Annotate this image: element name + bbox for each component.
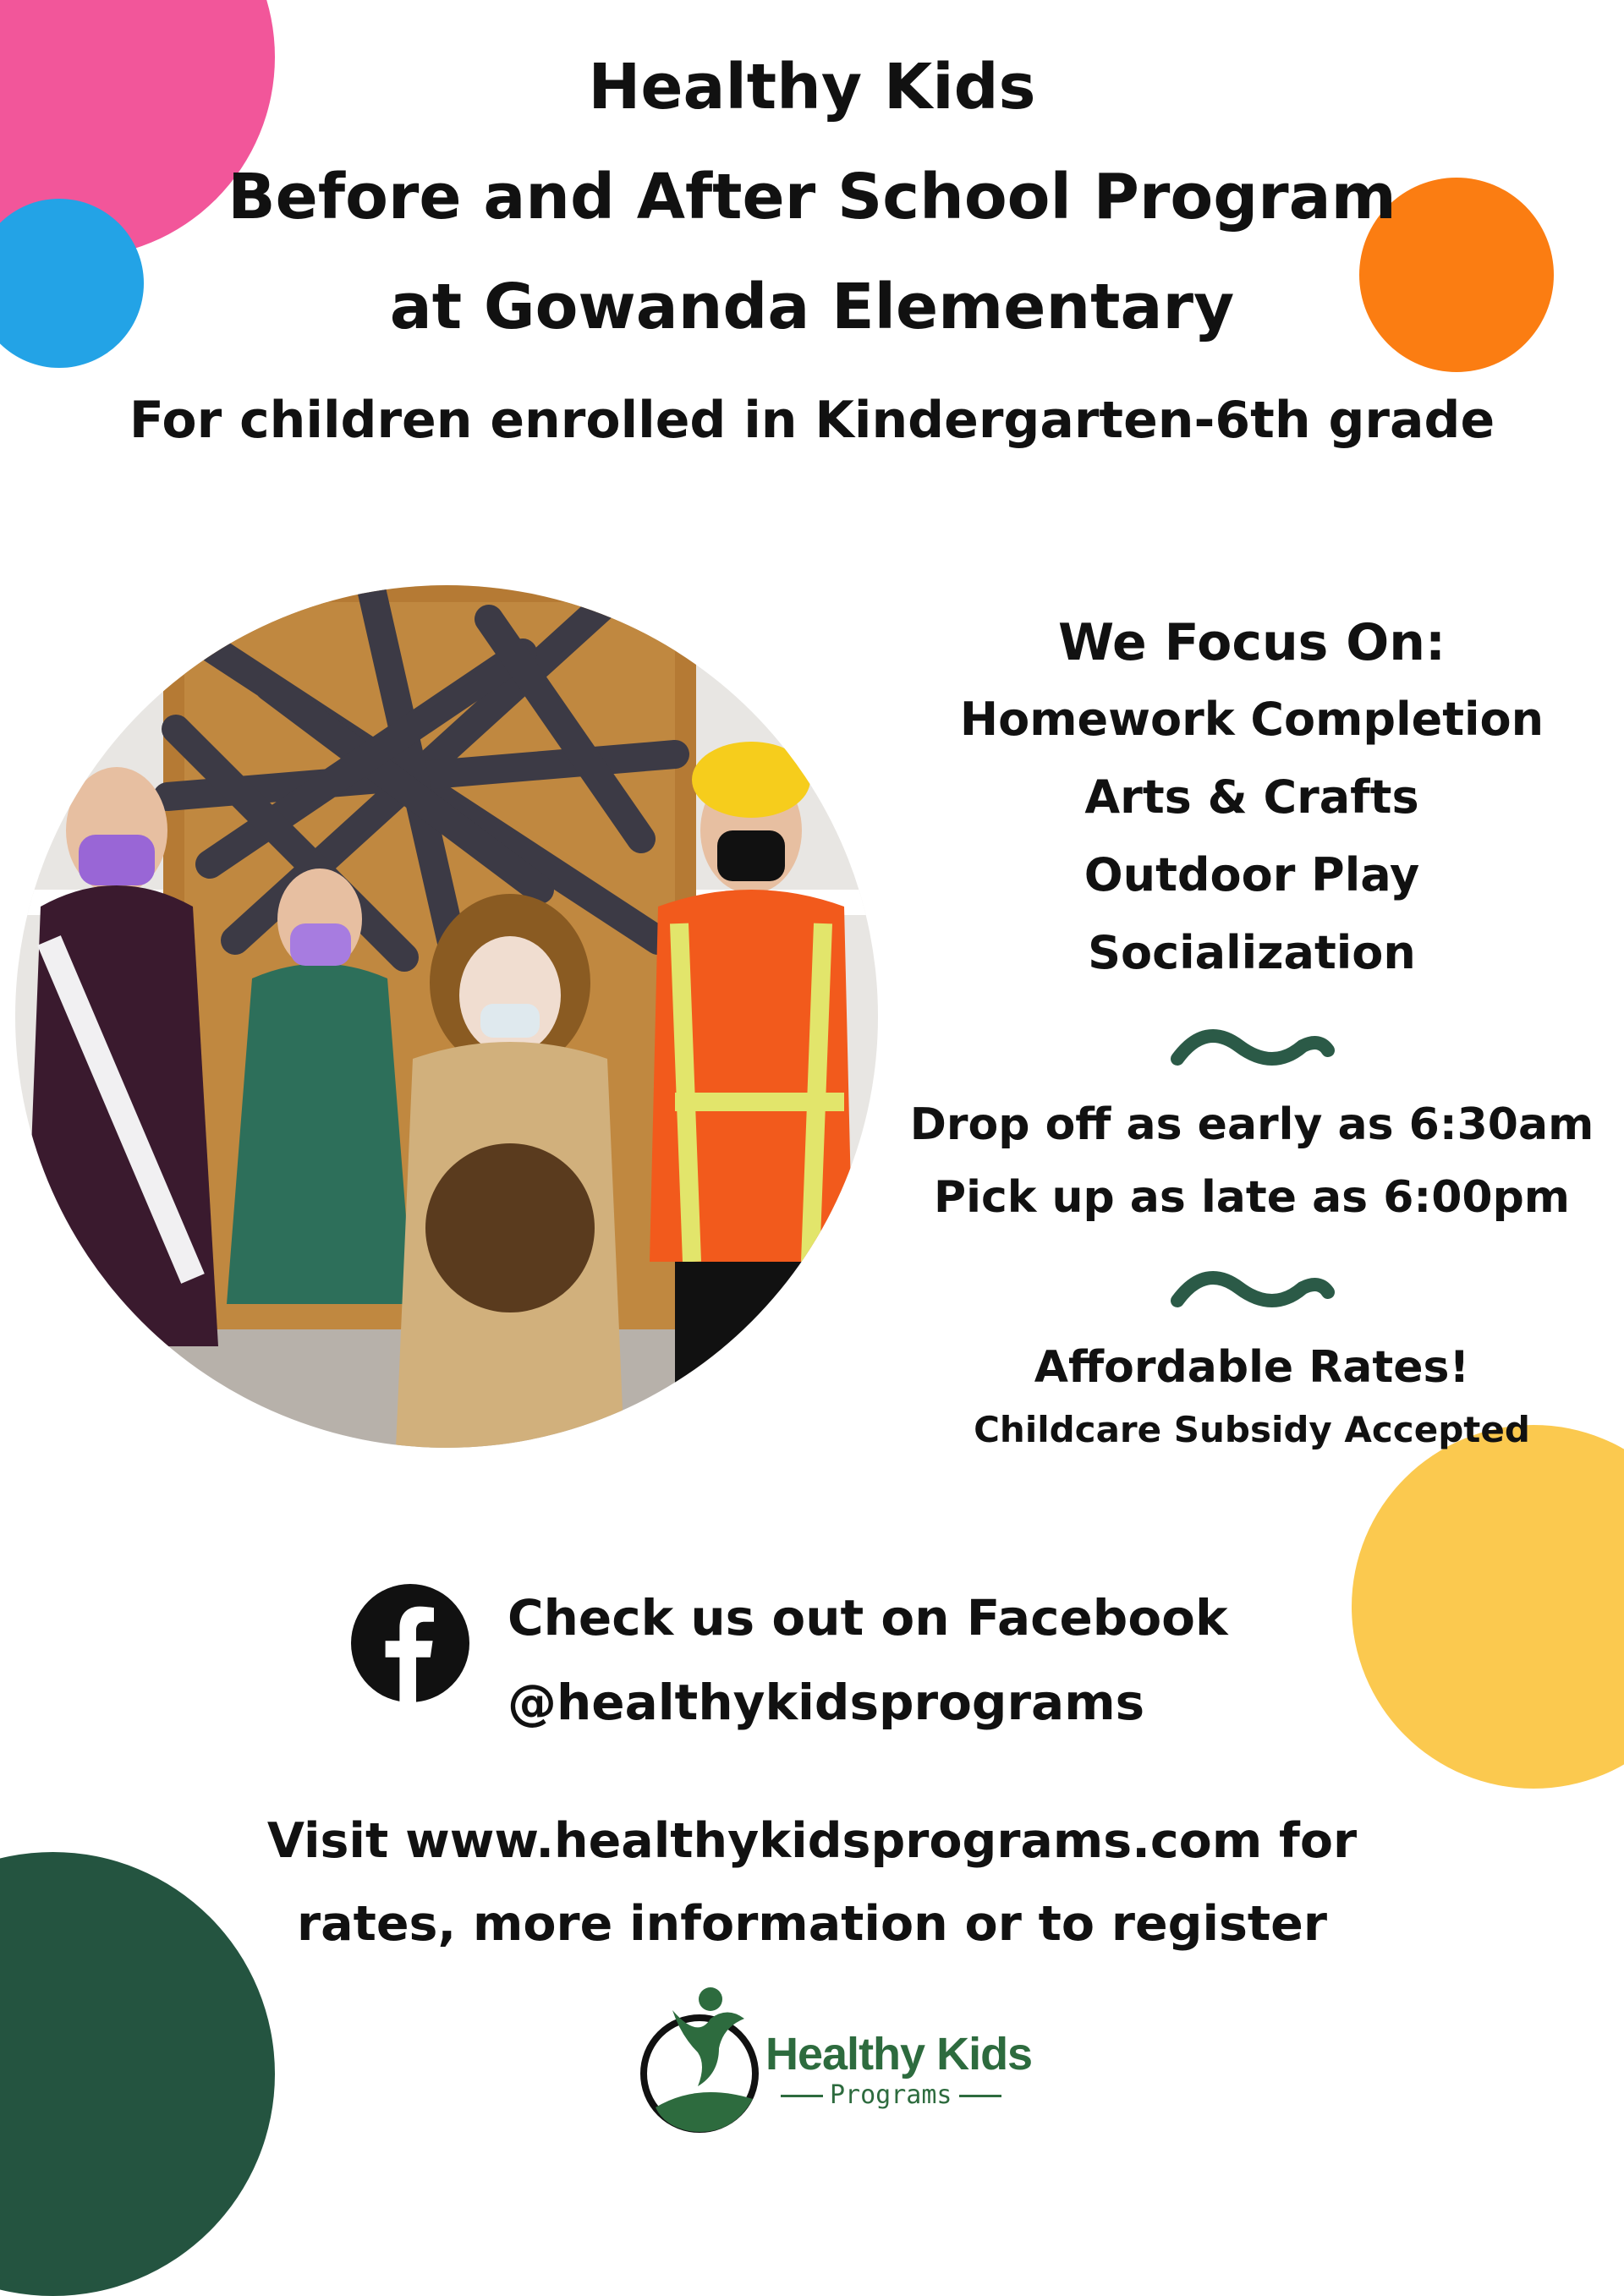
pick-up-time: Pick up as late as 6:00pm: [934, 1172, 1570, 1223]
logo-figure-icon: [639, 1981, 765, 2141]
focus-section: [888, 605, 1616, 1455]
facebook-cta: Check us out on Facebook: [508, 1589, 1228, 1647]
visit-line-2: rates, more information or to register: [297, 1896, 1327, 1952]
visit-line-1[interactable]: Visit www.healthykidsprograms.com for: [266, 1813, 1358, 1869]
title-line-3: at Gowanda Elementary: [389, 271, 1235, 343]
focus-heading: We Focus On:: [1058, 613, 1446, 672]
logo-subtitle: Programs: [774, 2080, 1002, 2110]
focus-item: Arts & Crafts: [1084, 770, 1419, 824]
facebook-icon: [351, 1584, 469, 1702]
focus-item: Socialization: [1088, 926, 1416, 979]
title-line-2: Before and After School Program: [228, 161, 1396, 233]
flyer-title: [0, 32, 1624, 362]
flyer-subtitle: For children enrolled in Kindergarten-6th grade: [129, 391, 1495, 450]
drop-off-time: Drop off as early as 6:30am: [909, 1099, 1594, 1150]
healthy-kids-logo: [639, 1981, 1033, 2141]
facebook-text: [508, 1575, 1228, 1745]
focus-item: Outdoor Play: [1084, 848, 1420, 901]
logo-name: Healthy Kids: [765, 2029, 1033, 2080]
facebook-handle[interactable]: @healthykidsprograms: [508, 1674, 1145, 1731]
visit-website: [0, 1800, 1624, 1965]
rates-heading: Affordable Rates!: [1034, 1342, 1470, 1393]
squiggle-divider: [1167, 1021, 1336, 1071]
children-costume-photo: [15, 585, 878, 1448]
title-line-1: Healthy Kids: [588, 51, 1036, 123]
focus-item: Homework Completion: [959, 693, 1544, 746]
squiggle-divider: [1167, 1263, 1336, 1313]
subsidy-note: Childcare Subsidy Accepted: [974, 1409, 1530, 1450]
decorative-yellow-circle: [1352, 1425, 1624, 1789]
